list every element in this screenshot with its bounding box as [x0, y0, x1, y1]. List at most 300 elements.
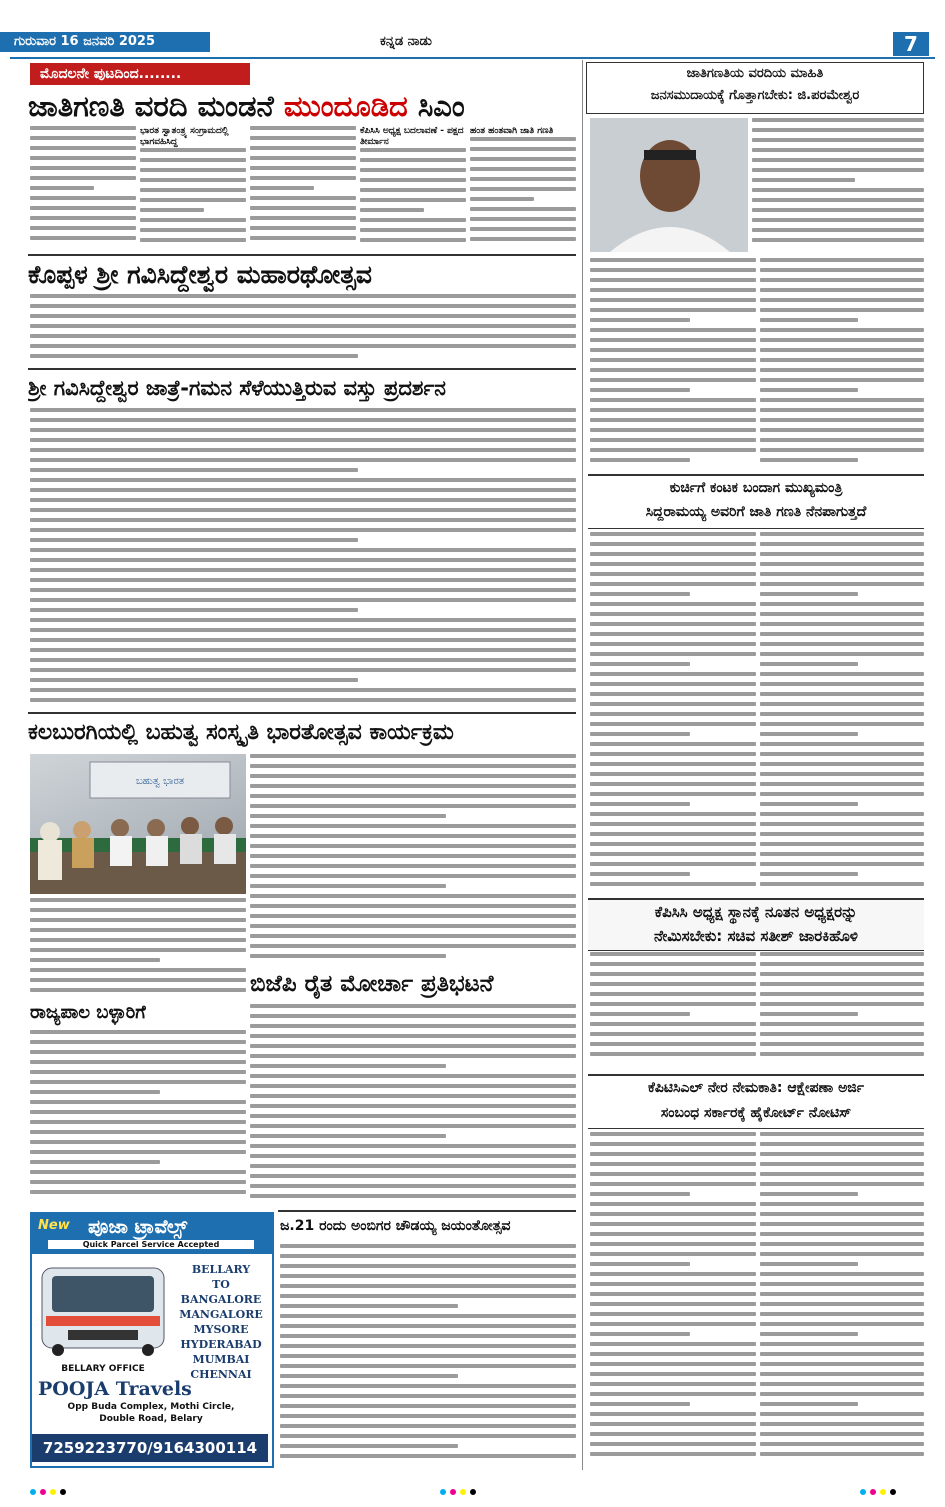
text-line	[250, 1104, 576, 1108]
text-line	[280, 1254, 576, 1258]
text-line	[250, 1044, 576, 1048]
text-line	[250, 236, 356, 240]
text-line	[250, 1014, 576, 1018]
text-line	[30, 908, 246, 912]
text-line	[590, 642, 756, 646]
text-line	[30, 948, 246, 952]
text-line	[590, 862, 756, 866]
text-line	[470, 207, 576, 211]
color-dot	[470, 1489, 476, 1495]
headline-red-part: ಮುಂದೂಡಿದ	[283, 89, 408, 123]
text-line	[30, 126, 136, 130]
text-line	[590, 458, 690, 462]
text-line	[30, 156, 136, 160]
text-line	[760, 872, 858, 876]
text-line	[590, 1402, 690, 1406]
text-line	[250, 874, 576, 878]
text-line	[250, 1134, 446, 1138]
divider	[28, 368, 576, 370]
ad-address-line: Opp Buda Complex, Mothi Circle,	[67, 1402, 235, 1412]
text-line	[30, 628, 576, 632]
color-dot	[890, 1489, 896, 1495]
text-line	[360, 168, 466, 172]
headline-kptcl-2: ಸಂಬಂಧ ಸರ್ಕಾರಕ್ಕೆ ಹೈಕೋರ್ಟ್ ನೋಟಿಸ್	[660, 1105, 852, 1121]
text-line	[30, 1060, 246, 1064]
text-line	[250, 1164, 576, 1168]
text-line	[760, 1372, 924, 1376]
text-line	[250, 1034, 576, 1038]
text-line	[760, 1212, 924, 1216]
text-line	[590, 1172, 756, 1176]
text-line	[140, 208, 204, 212]
article-body	[30, 1030, 246, 1200]
text-line	[30, 1140, 246, 1144]
text-line	[30, 1120, 246, 1124]
ad-tagline: Quick Parcel Service Accepted	[48, 1240, 254, 1249]
route-city: HYDERABAD	[180, 1338, 262, 1351]
text-line	[280, 1394, 576, 1398]
article-body	[590, 532, 756, 894]
subheading: ಕೆಪಿಸಿಸಿ ಅಧ್ಯಕ್ಷ ಬದಲಾವಣೆ - ಪಕ್ಷದ ತೀರ್ಮಾನ	[360, 126, 464, 147]
text-line	[760, 782, 924, 786]
headline-siddaramaiah-2: ಸಿದ್ದರಾಮಯ್ಯ ಅವರಿಗೆ ಜಾತಿ ಗಣತಿ ನೆನಪಾಗುತ್ತದೆ	[645, 504, 867, 520]
print-registration-marks	[860, 1480, 900, 1499]
text-line	[760, 368, 924, 372]
text-line	[30, 1190, 246, 1194]
ad-brand-english: POOJA Travels	[38, 1378, 192, 1400]
text-line	[30, 176, 136, 180]
text-line	[30, 658, 576, 662]
press-meet-illustration	[30, 754, 246, 894]
headline-kptcl-1: ಕೆಪಿಟಿಸಿಎಲ್ ನೇರ ನೇಮಕಾತಿ: ಆಕ್ಷೇಪಣಾ ಅರ್ಜಿ	[648, 1080, 864, 1096]
text-line	[30, 324, 576, 328]
text-line	[760, 842, 924, 846]
text-line	[30, 588, 576, 592]
pooja-travels-ad	[30, 1212, 274, 1468]
text-line	[590, 722, 756, 726]
text-line	[250, 804, 576, 808]
text-line	[760, 1262, 858, 1266]
text-line	[760, 652, 924, 656]
text-line	[250, 854, 576, 858]
headline-kpcc-1: ಕೆಪಿಸಿಸಿ ಅಧ್ಯಕ್ಷ ಸ್ಥಾನಕ್ಕೆ ನೂತನ ಅಧ್ಯಕ್ಷರನ್ನು	[654, 903, 858, 921]
text-line	[760, 572, 924, 576]
text-line	[760, 1202, 924, 1206]
text-line	[760, 1442, 924, 1446]
text-line	[590, 742, 756, 746]
text-line	[30, 1090, 160, 1094]
text-line	[590, 1372, 756, 1376]
text-line	[590, 418, 756, 422]
text-line	[590, 1012, 690, 1016]
text-line	[590, 682, 756, 686]
text-line	[590, 952, 756, 956]
text-line	[760, 448, 924, 452]
text-line	[590, 388, 690, 392]
headline-part: ಜಾತಿಗಣತಿ ವರದಿ ಮಂಡನೆ	[28, 89, 284, 123]
headline-siddaramaiah-1: ಕುರ್ಚಿಗೆ ಕಂಟಕ ಬಂದಾಗ ಮುಖ್ಯಮಂತ್ರಿ	[669, 480, 843, 496]
text-line	[760, 972, 924, 976]
text-line	[140, 158, 246, 162]
text-line	[30, 1050, 246, 1054]
text-line	[30, 216, 136, 220]
text-line	[590, 572, 756, 576]
headline-caste-census	[28, 88, 576, 124]
text-line	[590, 752, 756, 756]
text-line	[590, 1392, 756, 1396]
text-line	[250, 784, 576, 788]
text-line	[30, 918, 246, 922]
color-dot	[30, 1489, 36, 1495]
text-line	[30, 518, 576, 522]
color-dot	[440, 1489, 446, 1495]
color-dot	[860, 1489, 866, 1495]
text-line	[30, 314, 576, 318]
text-line	[752, 208, 924, 212]
text-line	[590, 782, 756, 786]
text-line	[30, 136, 136, 140]
text-line	[30, 226, 136, 230]
article-column	[250, 126, 356, 252]
text-line	[30, 678, 358, 682]
text-line	[470, 137, 576, 141]
text-line	[30, 408, 576, 412]
text-line	[30, 568, 576, 572]
text-line	[30, 598, 576, 602]
color-dot	[460, 1489, 466, 1495]
article-body	[590, 952, 756, 1070]
text-line	[590, 812, 756, 816]
text-line	[760, 612, 924, 616]
text-line	[140, 188, 246, 192]
text-line	[760, 338, 924, 342]
text-line	[250, 1124, 576, 1128]
text-line	[760, 622, 924, 626]
text-line	[590, 1222, 756, 1226]
article-body	[590, 258, 756, 470]
text-line	[760, 268, 924, 272]
text-line	[250, 1114, 576, 1118]
text-line	[760, 408, 924, 412]
text-line	[760, 1452, 924, 1456]
text-line	[760, 862, 924, 866]
text-line	[140, 178, 246, 182]
text-line	[760, 1362, 924, 1366]
headline-parameshwara-1: ಜಾತಿಗಣತಿಯ ವರದಿಯ ಮಾಹಿತಿ	[686, 66, 824, 81]
headline-parameshwara-2: ಜನಸಮುದಾಯಕ್ಕೆ ಗೊತ್ತಾಗಬೇಕು: ಜಿ.ಪರಮೇಶ್ವರ	[650, 88, 860, 103]
text-line	[760, 772, 924, 776]
text-line	[360, 228, 466, 232]
text-line	[250, 1004, 576, 1008]
banner-text: ಬಹುತ್ವ ಭಾರತ	[135, 776, 185, 787]
text-line	[760, 1032, 924, 1036]
text-line	[590, 842, 756, 846]
text-line	[30, 1100, 246, 1104]
text-line	[590, 298, 756, 302]
text-line	[590, 1302, 756, 1306]
text-line	[30, 206, 136, 210]
text-line	[250, 934, 576, 938]
text-line	[250, 1054, 576, 1058]
text-line	[590, 258, 756, 262]
text-line	[590, 802, 690, 806]
bus-illustration	[38, 1262, 168, 1358]
text-line	[760, 358, 924, 362]
subheading: ಭಾರತ ಸ್ವಾತಂತ್ರ್ಯ ಸಂಗ್ರಾಮದಲ್ಲಿ ಭಾಗವಹಿಸಿದ್ದ	[140, 126, 229, 147]
text-line	[360, 198, 466, 202]
portrait-illustration	[590, 118, 748, 252]
text-line	[590, 1442, 756, 1446]
article-body	[280, 1244, 576, 1464]
text-line	[760, 1182, 924, 1186]
text-line	[760, 378, 924, 382]
text-line	[760, 1242, 924, 1246]
text-line	[760, 1022, 924, 1026]
text-line	[30, 938, 246, 942]
text-line	[590, 762, 756, 766]
text-line	[760, 1382, 924, 1386]
text-line	[590, 338, 756, 342]
text-line	[590, 1252, 756, 1256]
text-line	[760, 1322, 924, 1326]
text-line	[590, 1422, 756, 1426]
text-line	[760, 1192, 858, 1196]
text-line	[30, 304, 576, 308]
text-line	[250, 1064, 446, 1068]
route-to: TO	[212, 1278, 230, 1291]
divider	[278, 1210, 576, 1212]
text-line	[250, 1084, 576, 1088]
text-line	[760, 1152, 924, 1156]
text-line	[760, 632, 924, 636]
text-line	[470, 197, 534, 201]
header-rule	[10, 57, 935, 59]
text-line	[590, 348, 756, 352]
minister-photo	[590, 118, 748, 252]
text-line	[590, 542, 756, 546]
text-line	[760, 1142, 924, 1146]
text-line	[250, 914, 576, 918]
text-line	[360, 158, 466, 162]
text-line	[760, 982, 924, 986]
text-line	[30, 1180, 246, 1184]
text-line	[280, 1454, 576, 1458]
text-line	[30, 578, 576, 582]
text-line	[760, 682, 924, 686]
text-line	[250, 1094, 576, 1098]
ad-brand-kannada: ಪೂಜಾ ಟ್ರಾವೆಲ್ಸ್	[88, 1216, 188, 1238]
text-line	[590, 772, 756, 776]
text-line	[760, 418, 924, 422]
text-line	[590, 288, 756, 292]
text-line	[760, 388, 858, 392]
text-line	[760, 1162, 924, 1166]
text-line	[590, 1382, 756, 1386]
text-line	[752, 118, 924, 122]
text-line	[30, 186, 94, 190]
text-line	[752, 168, 924, 172]
text-line	[590, 562, 756, 566]
text-line	[250, 1184, 576, 1188]
text-line	[760, 1352, 924, 1356]
text-line	[280, 1344, 576, 1348]
color-dot	[880, 1489, 886, 1495]
text-line	[590, 1262, 690, 1266]
text-line	[470, 227, 576, 231]
text-line	[280, 1364, 576, 1368]
text-line	[590, 1232, 756, 1236]
text-line	[590, 872, 690, 876]
divider	[28, 254, 576, 256]
ad-new-badge: New	[38, 1218, 70, 1233]
text-line	[590, 1332, 690, 1336]
text-line	[590, 368, 756, 372]
text-line	[760, 962, 924, 966]
text-line	[760, 692, 924, 696]
text-line	[250, 1144, 576, 1148]
article-column	[360, 126, 466, 252]
text-line	[360, 188, 466, 192]
route-city: MUMBAI	[192, 1353, 250, 1366]
text-line	[140, 148, 246, 152]
text-line	[590, 1312, 756, 1316]
article-column	[470, 126, 576, 252]
text-line	[590, 318, 690, 322]
text-line	[590, 592, 690, 596]
text-line	[590, 428, 756, 432]
headline-bjp-protest: ಬಿಜೆಪಿ ರೈತ ಮೋರ್ಚಾ ಪ್ರತಿಭಟನೆ	[250, 971, 494, 997]
text-line	[760, 642, 924, 646]
article-body	[760, 532, 924, 894]
text-line	[590, 962, 756, 966]
text-line	[590, 1272, 756, 1276]
text-line	[30, 468, 358, 472]
text-line	[590, 1142, 756, 1146]
text-line	[760, 582, 924, 586]
text-line	[590, 732, 690, 736]
text-line	[760, 532, 924, 536]
text-line	[250, 844, 576, 848]
text-line	[760, 1052, 924, 1056]
section-kicker: ಮೊದಲನೇ ಪುಟದಿಂದ........	[30, 63, 250, 85]
text-line	[760, 732, 858, 736]
text-line	[590, 1432, 756, 1436]
text-line	[250, 216, 356, 220]
text-line	[250, 206, 356, 210]
print-registration-marks	[440, 1480, 480, 1499]
text-line	[250, 814, 446, 818]
text-line	[250, 904, 576, 908]
text-line	[760, 992, 924, 996]
text-line	[590, 1042, 756, 1046]
text-line	[30, 508, 576, 512]
text-line	[30, 538, 358, 542]
ad-office-label: BELLARY OFFICE	[61, 1364, 145, 1374]
text-line	[30, 458, 576, 462]
text-line	[760, 752, 924, 756]
text-line	[470, 187, 576, 191]
route-city: CHENNAI	[190, 1368, 252, 1381]
text-line	[752, 228, 924, 232]
text-line	[590, 702, 756, 706]
text-line	[280, 1324, 576, 1328]
text-line	[760, 288, 924, 292]
text-line	[760, 1002, 924, 1006]
text-line	[30, 618, 576, 622]
issue-date: ಗುರುವಾರ 16 ಜನವರಿ 2025	[14, 34, 156, 49]
text-line	[280, 1304, 458, 1308]
text-line	[590, 622, 756, 626]
text-line	[30, 354, 358, 358]
text-line	[590, 1362, 756, 1366]
text-line	[30, 344, 576, 348]
text-line	[760, 722, 924, 726]
text-line	[30, 1170, 246, 1174]
text-line	[30, 294, 576, 298]
text-line	[140, 198, 246, 202]
text-line	[30, 978, 246, 982]
text-line	[590, 712, 756, 716]
headline-exhibition: ಶ್ರೀ ಗವಿಸಿದ್ದೇಶ್ವರ ಜಾತ್ರೆ-ಗಮನ ಸೆಳೆಯುತ್ತಿರುವ ವಸ್ತು ಪ್ರದರ್ಶನ	[28, 376, 446, 400]
text-line	[760, 1392, 924, 1396]
text-line	[760, 1252, 924, 1256]
text-line	[470, 237, 576, 241]
text-line	[30, 478, 576, 482]
article-column	[140, 126, 246, 252]
text-line	[30, 1130, 246, 1134]
text-line	[30, 958, 160, 962]
article-body	[590, 1132, 756, 1466]
color-dot	[50, 1489, 56, 1495]
text-line	[590, 1032, 756, 1036]
text-line	[250, 146, 356, 150]
text-line	[590, 328, 756, 332]
text-line	[590, 1212, 756, 1216]
text-line	[30, 638, 576, 642]
text-line	[752, 218, 924, 222]
text-line	[280, 1384, 576, 1388]
text-line	[590, 398, 756, 402]
text-line	[590, 1022, 756, 1026]
text-line	[470, 147, 576, 151]
text-line	[250, 794, 576, 798]
text-line	[280, 1274, 576, 1278]
text-line	[280, 1264, 576, 1268]
route-from: BELLARY	[191, 1263, 251, 1276]
text-line	[590, 832, 756, 836]
route-city: BANGALORE	[180, 1293, 262, 1306]
text-line	[760, 1402, 858, 1406]
text-line	[590, 268, 756, 272]
text-line	[590, 1412, 756, 1416]
text-line	[752, 148, 924, 152]
print-registration-marks	[30, 1480, 70, 1499]
text-line	[760, 1232, 924, 1236]
headline-governor: ರಾಜ್ಯಪಾಲ ಬಳ್ಳಾರಿಗೆ	[30, 1002, 146, 1023]
text-line	[250, 196, 356, 200]
text-line	[30, 668, 576, 672]
text-line	[590, 612, 756, 616]
text-line	[30, 968, 246, 972]
text-line	[280, 1334, 576, 1338]
masthead: ಕನ್ನಡ ನಾಡು	[380, 34, 432, 49]
text-line	[30, 1040, 246, 1044]
text-line	[590, 438, 756, 442]
text-line	[280, 1294, 576, 1298]
text-line	[590, 632, 756, 636]
text-line	[280, 1404, 576, 1408]
text-line	[760, 438, 924, 442]
